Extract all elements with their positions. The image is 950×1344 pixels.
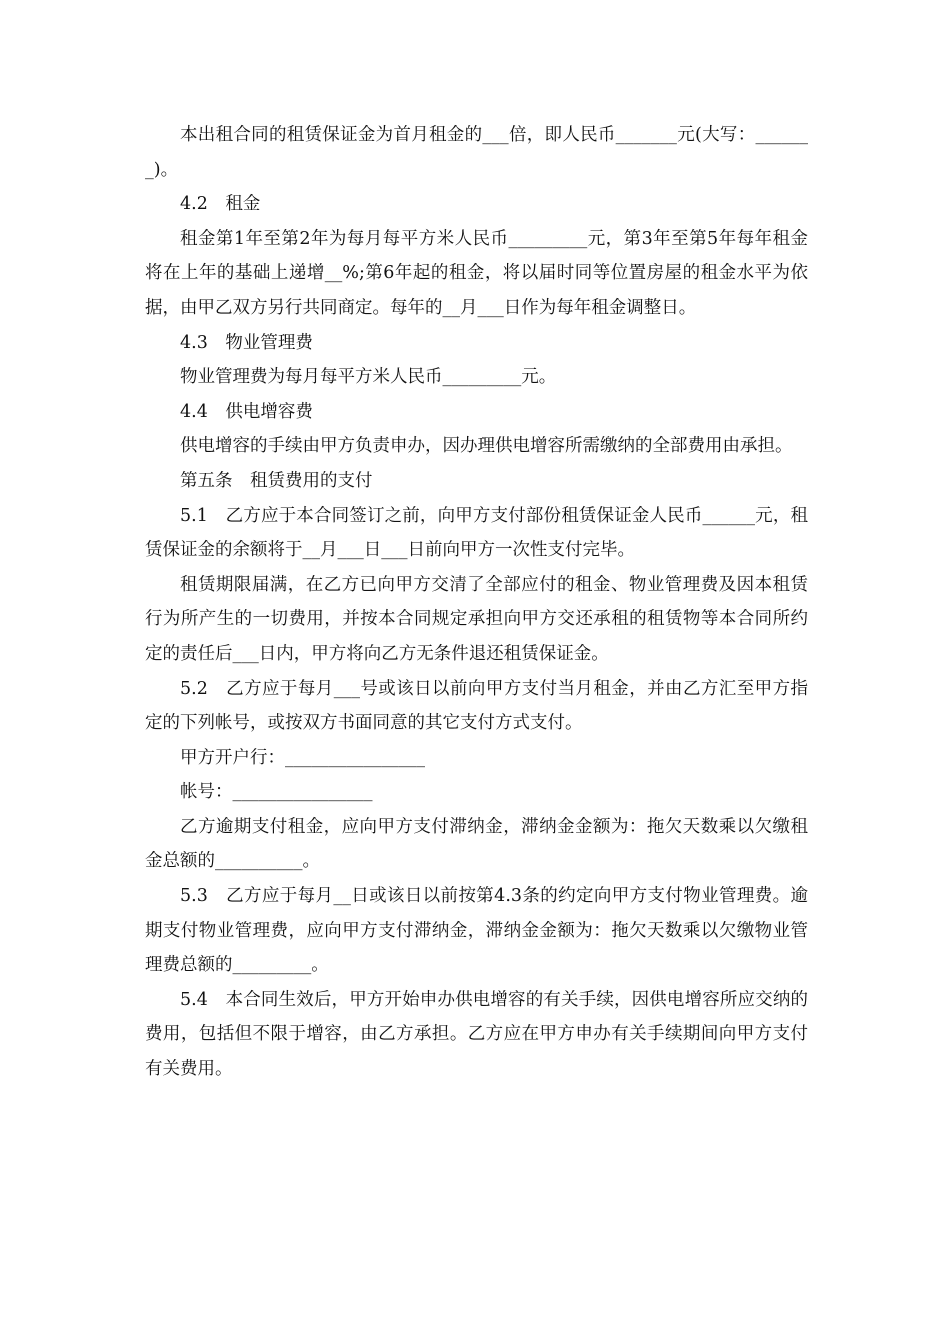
paragraph-5-1: 5.1 乙方应于本合同签订之前，向甲方支付部份租赁保证金人民币______元，租赁保证金的余额将于__月___日___日前向甲方一次性支付完毕。 bbox=[145, 505, 808, 561]
paragraph-rent: 租金第1年至第2年为每月每平方米人民币_________元，第3年至第5年每年租金将在上年的基础上递增__%;第6年起的租金，将以届时同等位置房屋的租金水平为依据，由甲乙双方另行共同商定。每年的__月___日作为每年租金调整日。 bbox=[145, 228, 808, 318]
document-body bbox=[145, 118, 808, 1087]
paragraph-5-2: 5.2 乙方应于每月___号或该日以前向甲方支付当月租金，并由乙方汇至甲方指定的下列帐号，或按双方书面同意的其它支付方式支付。 bbox=[145, 678, 808, 734]
paragraph-deposit: 本出租合同的租赁保证金为首月租金的___倍，即人民币_______元(大写：_______)。 bbox=[145, 125, 808, 180]
paragraph-late-rent: 乙方逾期支付租金，应向甲方支付滞纳金，滞纳金金额为：拖欠天数乘以欠缴租金总额的__________。 bbox=[145, 816, 808, 872]
paragraph-bank: 甲方开户行：________________ bbox=[180, 747, 425, 768]
paragraph-5-4: 5.4 本合同生效后，甲方开始申办供电增容的有关手续，因供电增容所应交纳的费用，包括但不限于增容，由乙方承担。乙方应在甲方申办有关手续期间向甲方支付有关费用。 bbox=[145, 989, 808, 1080]
section-heading-4-2: 4.2 租金 bbox=[180, 194, 261, 215]
paragraph-power-capacity: 供电增容的手续由甲方负责申办，因办理供电增容所需缴纳的全部费用由承担。 bbox=[180, 436, 793, 457]
paragraph-5-3: 5.3 乙方应于每月__日或该日以前按第4.3条的约定向甲方支付物业管理费。逾期支付物业管理费，应向甲方支付滞纳金，滞纳金金额为：拖欠天数乘以欠缴物业管理费总额的_________。 bbox=[145, 886, 808, 976]
paragraph-deposit-refund: 租赁期限届满，在乙方已向甲方交清了全部应付的租金、物业管理费及因本租赁行为所产生的一切费用，并按本合同规定承担向甲方交还承租的租赁物等本合同所约定的责任后___日内，甲方将向乙方无条件退还租赁保证金。 bbox=[145, 574, 808, 664]
section-heading-4-4: 4.4 供电增容费 bbox=[180, 401, 313, 422]
paragraph-management-fee: 物业管理费为每月每平方米人民币_________元。 bbox=[180, 367, 557, 388]
article-heading-5: 第五条 租赁费用的支付 bbox=[180, 470, 373, 491]
paragraph-account: 帐号：________________ bbox=[180, 782, 373, 803]
section-heading-4-3: 4.3 物业管理费 bbox=[180, 332, 313, 353]
